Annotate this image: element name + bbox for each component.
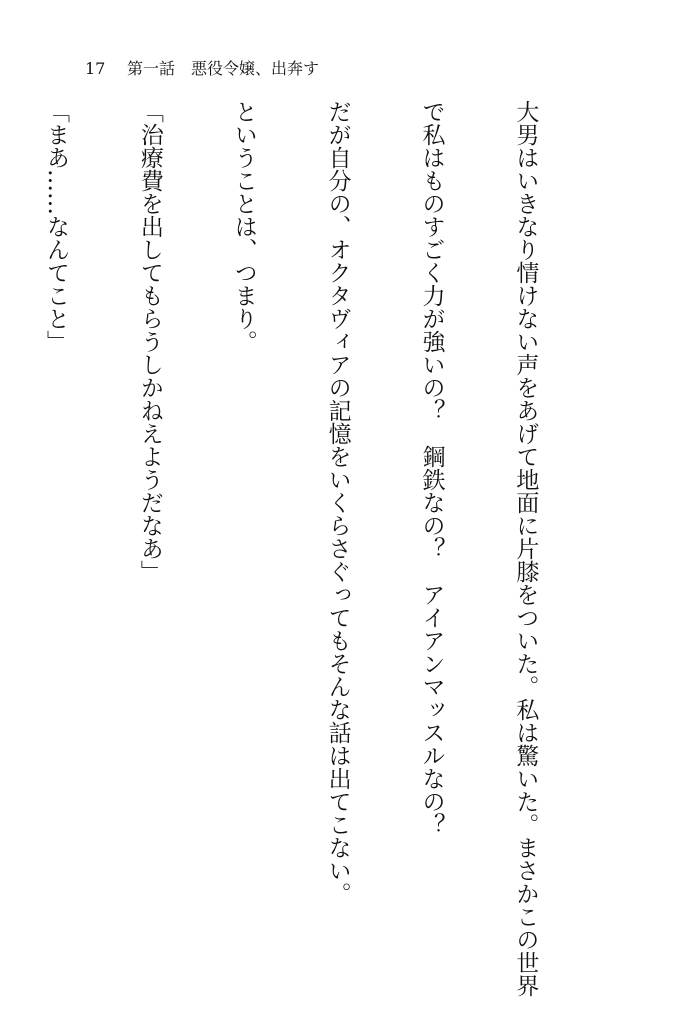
- vertical-text-body: [0, 100, 603, 997]
- text-line: ということは、つまり。: [230, 100, 257, 353]
- text-line: だが自分の、オクタヴィアの記憶をいくらさぐってもそんな話は出てこない。: [324, 100, 351, 905]
- text-line: 「まあ……なんてこと」: [42, 100, 69, 353]
- text-line: 大男はいきなり情けない声をあげて地面に片膝をついた。私は驚いた。まさかこの世界: [512, 100, 539, 997]
- chapter-title: 第一話 悪役令嬢、出奔す: [127, 59, 320, 78]
- page-number: 17: [85, 59, 106, 78]
- text-line: で私はものすごく力が強いの？ 鋼鉄なの？ アイアンマッスルなの？: [418, 100, 445, 836]
- text-line: 「治療費を出してもらうしかねえようだなあ」: [136, 100, 163, 583]
